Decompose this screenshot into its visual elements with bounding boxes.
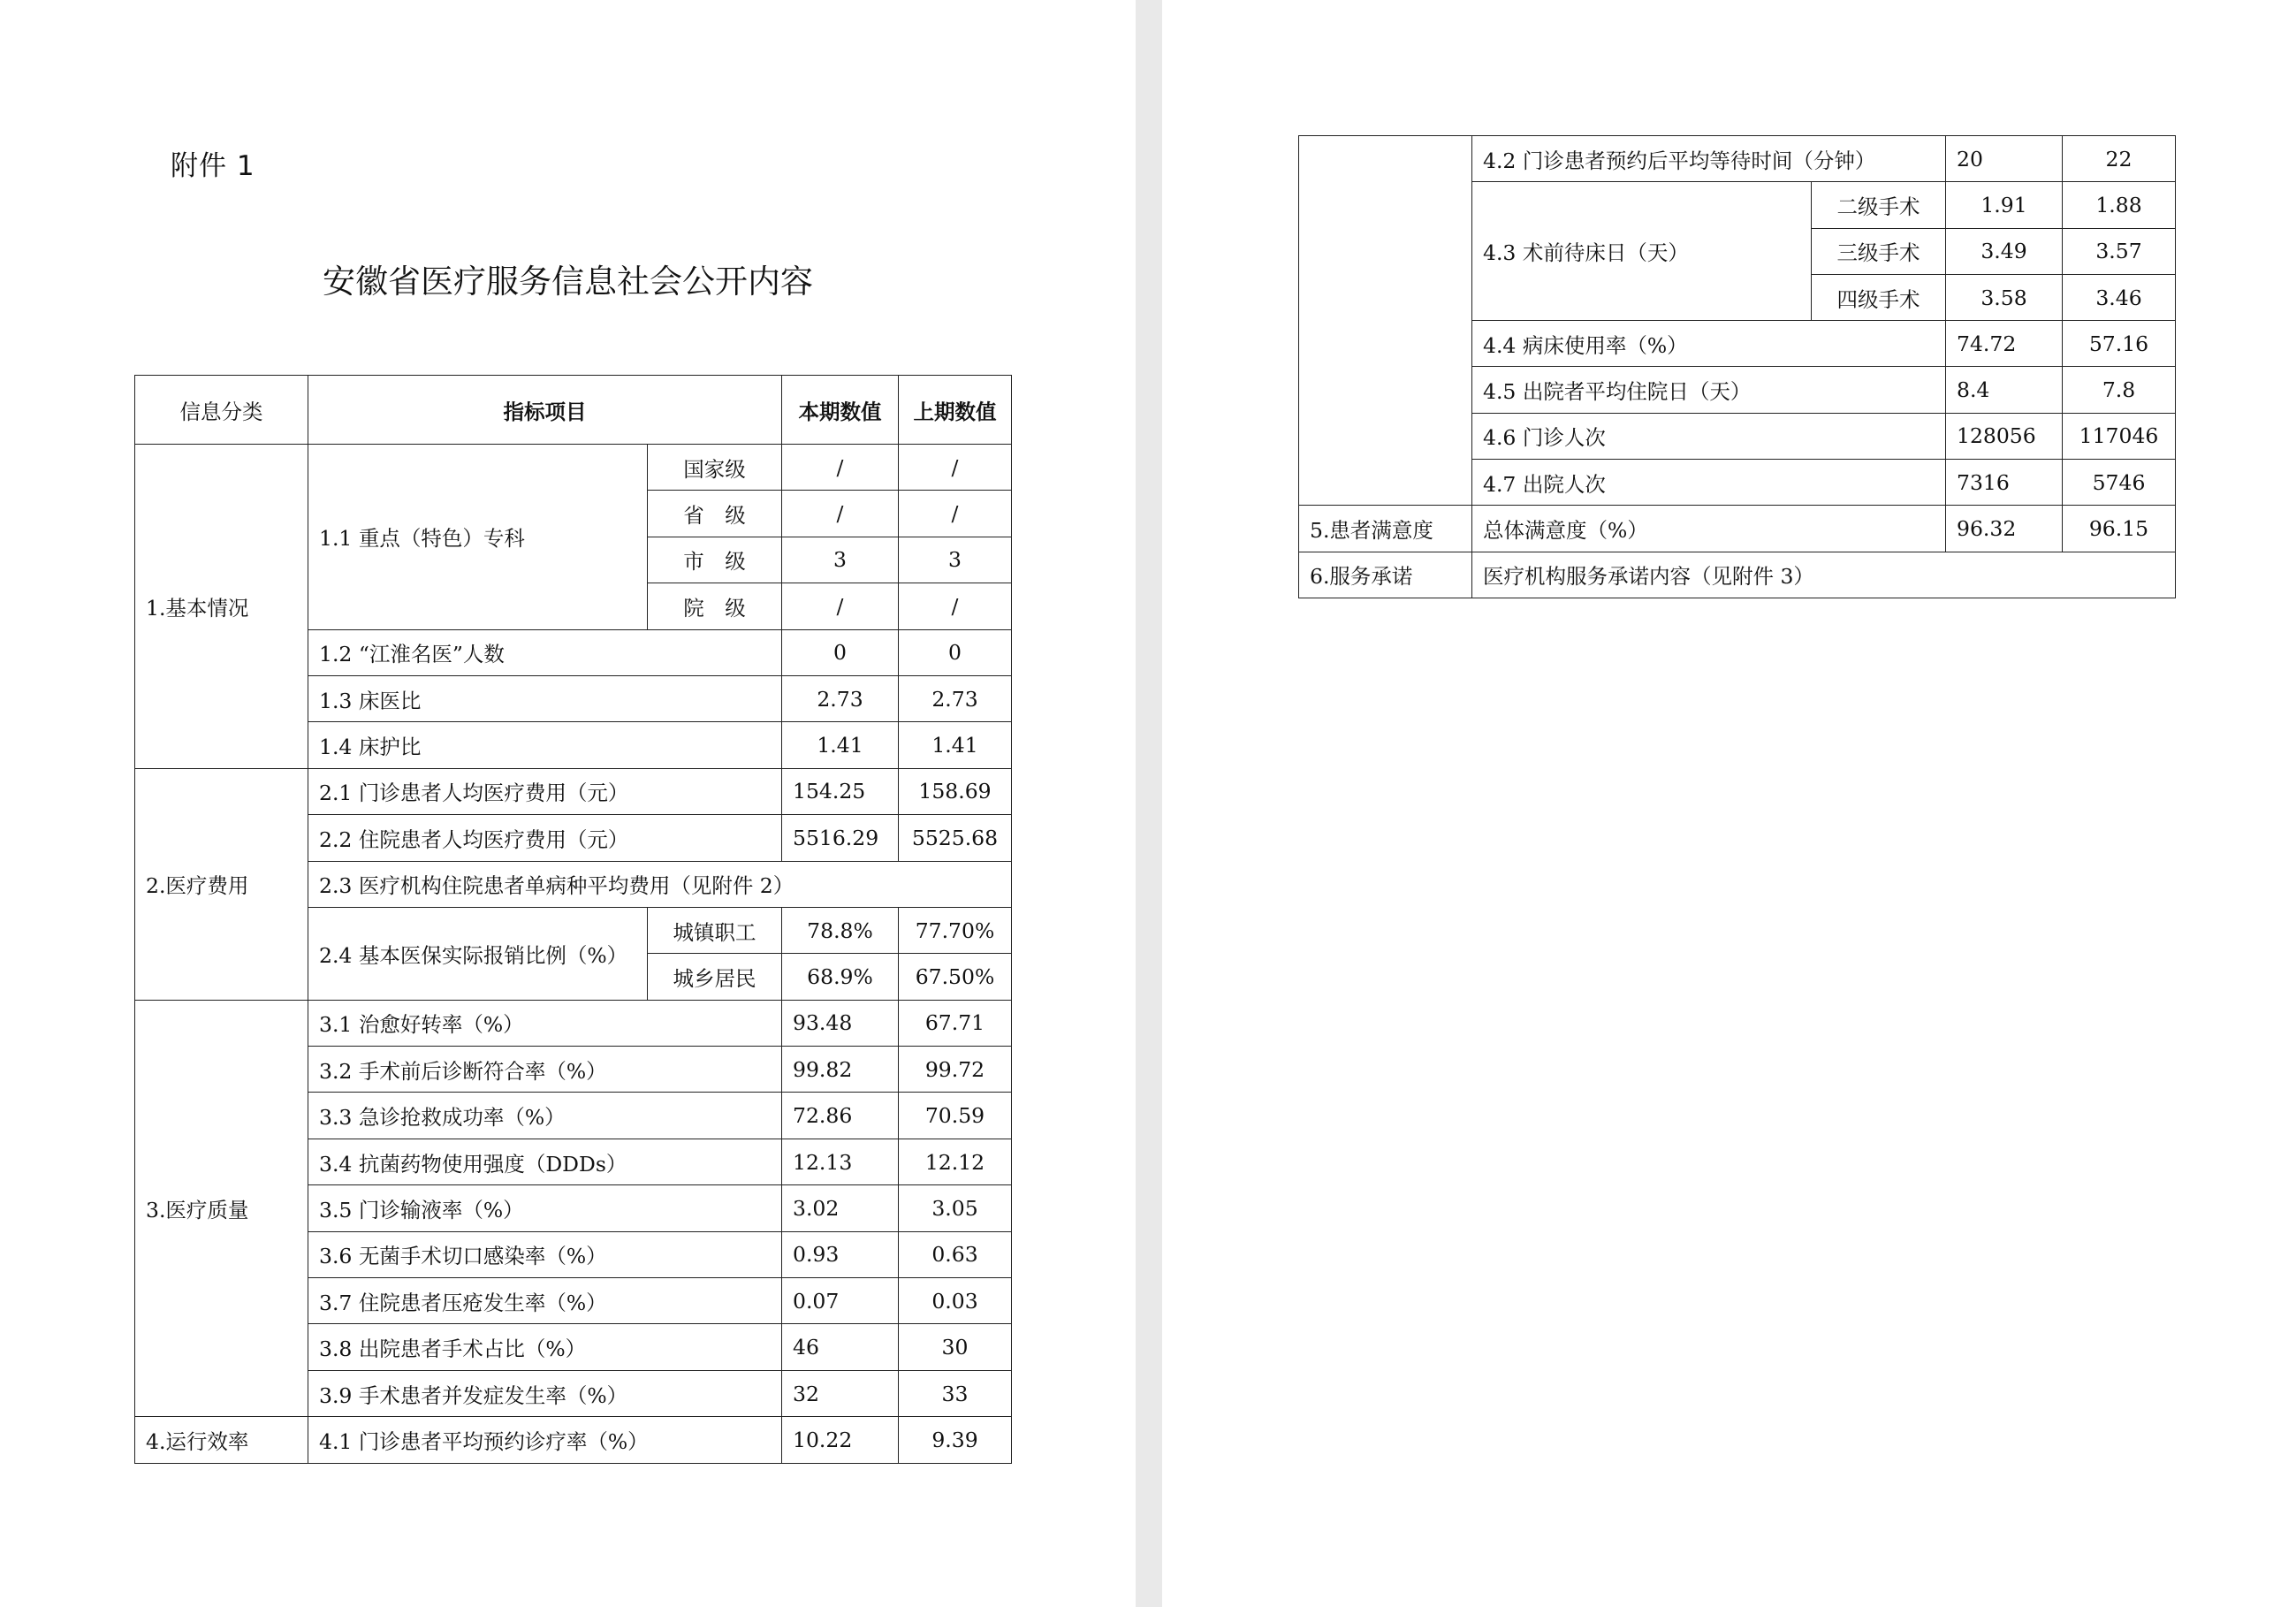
insurance-group: 城镇职工 [648, 907, 782, 953]
value-previous: 22 [2063, 136, 2176, 182]
value-previous: 70.59 [899, 1093, 1012, 1139]
value-previous: 1.41 [899, 722, 1012, 768]
indicator-label: 3.2 手术前后诊断符合率（%） [308, 1047, 782, 1093]
category-efficiency: 4.运行效率 [135, 1417, 308, 1463]
value-previous: 7.8 [2063, 367, 2176, 413]
info-table-right [1298, 135, 2176, 598]
value-previous: 0.03 [899, 1278, 1012, 1324]
value-previous: 0.63 [899, 1231, 1012, 1277]
value-current: / [782, 445, 899, 491]
value-current: 154.25 [782, 768, 899, 814]
value-current: 3.02 [782, 1185, 899, 1231]
indicator-label: 4.4 病床使用率（%） [1472, 321, 1946, 367]
category-satisfaction: 5.患者满意度 [1299, 506, 1472, 552]
indicator-label: 3.8 出院患者手术占比（%） [308, 1324, 782, 1370]
value-previous: 3.57 [2063, 228, 2176, 274]
header-indicator: 指标项目 [308, 376, 782, 445]
value-previous: / [899, 583, 1012, 629]
value-previous: 5746 [2063, 460, 2176, 506]
value-previous: 57.16 [2063, 321, 2176, 367]
table-row [135, 445, 1012, 491]
value-previous: 67.71 [899, 1000, 1012, 1046]
value-current: 32 [782, 1370, 899, 1416]
value-current: 46 [782, 1324, 899, 1370]
table-header-row [135, 376, 1012, 445]
category-quality: 3.医疗质量 [135, 1000, 308, 1417]
value-current: / [782, 491, 899, 537]
value-previous: 77.70% [899, 907, 1012, 953]
value-current: 20 [1946, 136, 2063, 182]
value-current: 10.22 [782, 1417, 899, 1463]
value-current: 99.82 [782, 1047, 899, 1093]
specialty-level: 院 级 [648, 583, 782, 629]
indicator-single-disease: 2.3 医疗机构住院患者单病种平均费用（见附件 2） [308, 861, 1012, 907]
indicator-label: 4.2 门诊患者预约后平均等待时间（分钟） [1472, 136, 1946, 182]
indicator-label: 总体满意度（%） [1472, 506, 1946, 552]
value-current: 0.93 [782, 1231, 899, 1277]
indicator-label: 3.3 急诊抢救成功率（%） [308, 1093, 782, 1139]
value-current: 8.4 [1946, 367, 2063, 413]
value-current: 1.41 [782, 722, 899, 768]
value-current: 7316 [1946, 460, 2063, 506]
indicator-label: 4.1 门诊患者平均预约诊疗率（%） [308, 1417, 782, 1463]
indicator-label: 1.4 床护比 [308, 722, 782, 768]
value-current: 2.73 [782, 675, 899, 721]
value-current: 3 [782, 537, 899, 583]
category-basic: 1.基本情况 [135, 445, 308, 769]
value-previous: 3 [899, 537, 1012, 583]
indicator-key-specialty: 1.1 重点（特色）专科 [308, 445, 648, 630]
value-current: 1.91 [1946, 182, 2063, 228]
table-row [135, 1417, 1012, 1463]
value-previous: 3.46 [2063, 274, 2176, 320]
indicator-preop: 4.3 术前待床日（天） [1472, 182, 1812, 321]
header-previous: 上期数值 [899, 376, 1012, 445]
header-category: 信息分类 [135, 376, 308, 445]
value-current: / [782, 583, 899, 629]
value-previous: 2.73 [899, 675, 1012, 721]
specialty-level: 市 级 [648, 537, 782, 583]
indicator-insurance: 2.4 基本医保实际报销比例（%） [308, 907, 648, 1000]
specialty-level: 国家级 [648, 445, 782, 491]
indicator-label: 4.6 门诊人次 [1472, 413, 1946, 459]
surgery-grade: 四级手术 [1812, 274, 1946, 320]
indicator-label: 3.5 门诊输液率（%） [308, 1185, 782, 1231]
indicator-label: 3.4 抗菌药物使用强度（DDDs） [308, 1139, 782, 1184]
indicator-label: 2.2 住院患者人均医疗费用（元） [308, 815, 782, 861]
value-current: 93.48 [782, 1000, 899, 1046]
value-current: 3.49 [1946, 228, 2063, 274]
value-current: 96.32 [1946, 506, 2063, 552]
page-gutter [1136, 0, 1162, 1607]
value-current: 12.13 [782, 1139, 899, 1184]
value-previous: 96.15 [2063, 506, 2176, 552]
value-current: 128056 [1946, 413, 2063, 459]
value-previous: / [899, 491, 1012, 537]
indicator-label: 2.1 门诊患者人均医疗费用（元） [308, 768, 782, 814]
indicator-label: 1.3 床医比 [308, 675, 782, 721]
indicator-commitment: 医疗机构服务承诺内容（见附件 3） [1472, 552, 2176, 598]
table-row [135, 768, 1012, 814]
value-previous: 1.88 [2063, 182, 2176, 228]
value-previous: 33 [899, 1370, 1012, 1416]
surgery-grade: 三级手术 [1812, 228, 1946, 274]
value-previous: 12.12 [899, 1139, 1012, 1184]
category-efficiency-continued [1299, 136, 1472, 506]
indicator-label: 3.9 手术患者并发症发生率（%） [308, 1370, 782, 1416]
document-page-left [0, 0, 1136, 1607]
value-previous: 99.72 [899, 1047, 1012, 1093]
indicator-label: 4.7 出院人次 [1472, 460, 1946, 506]
value-current: 72.86 [782, 1093, 899, 1139]
indicator-label: 3.1 治愈好转率（%） [308, 1000, 782, 1046]
value-current: 3.58 [1946, 274, 2063, 320]
surgery-grade: 二级手术 [1812, 182, 1946, 228]
value-previous: 5525.68 [899, 815, 1012, 861]
indicator-label: 1.2 “江淮名医”人数 [308, 629, 782, 675]
value-current: 0 [782, 629, 899, 675]
header-current: 本期数值 [782, 376, 899, 445]
indicator-label: 3.7 住院患者压疮发生率（%） [308, 1278, 782, 1324]
table-row [1299, 506, 2176, 552]
table-row [1299, 136, 2176, 182]
value-previous: 30 [899, 1324, 1012, 1370]
value-previous: 117046 [2063, 413, 2176, 459]
value-current: 0.07 [782, 1278, 899, 1324]
value-current: 78.8% [782, 907, 899, 953]
specialty-level: 省 级 [648, 491, 782, 537]
insurance-group: 城乡居民 [648, 954, 782, 1000]
value-previous: 67.50% [899, 954, 1012, 1000]
category-commitment: 6.服务承诺 [1299, 552, 1472, 598]
table-row [135, 1000, 1012, 1046]
indicator-label: 4.5 出院者平均住院日（天） [1472, 367, 1946, 413]
value-current: 68.9% [782, 954, 899, 1000]
table-row [1299, 552, 2176, 598]
indicator-label: 3.6 无菌手术切口感染率（%） [308, 1231, 782, 1277]
value-previous: 158.69 [899, 768, 1012, 814]
document-title: 安徽省医疗服务信息社会公开内容 [323, 263, 813, 301]
category-cost: 2.医疗费用 [135, 768, 308, 1000]
value-previous: 3.05 [899, 1185, 1012, 1231]
attachment-label: 附件 1 [171, 150, 255, 182]
value-previous: 9.39 [899, 1417, 1012, 1463]
value-previous: / [899, 445, 1012, 491]
value-current: 5516.29 [782, 815, 899, 861]
value-current: 74.72 [1946, 321, 2063, 367]
info-table-left [134, 375, 1012, 1464]
value-previous: 0 [899, 629, 1012, 675]
